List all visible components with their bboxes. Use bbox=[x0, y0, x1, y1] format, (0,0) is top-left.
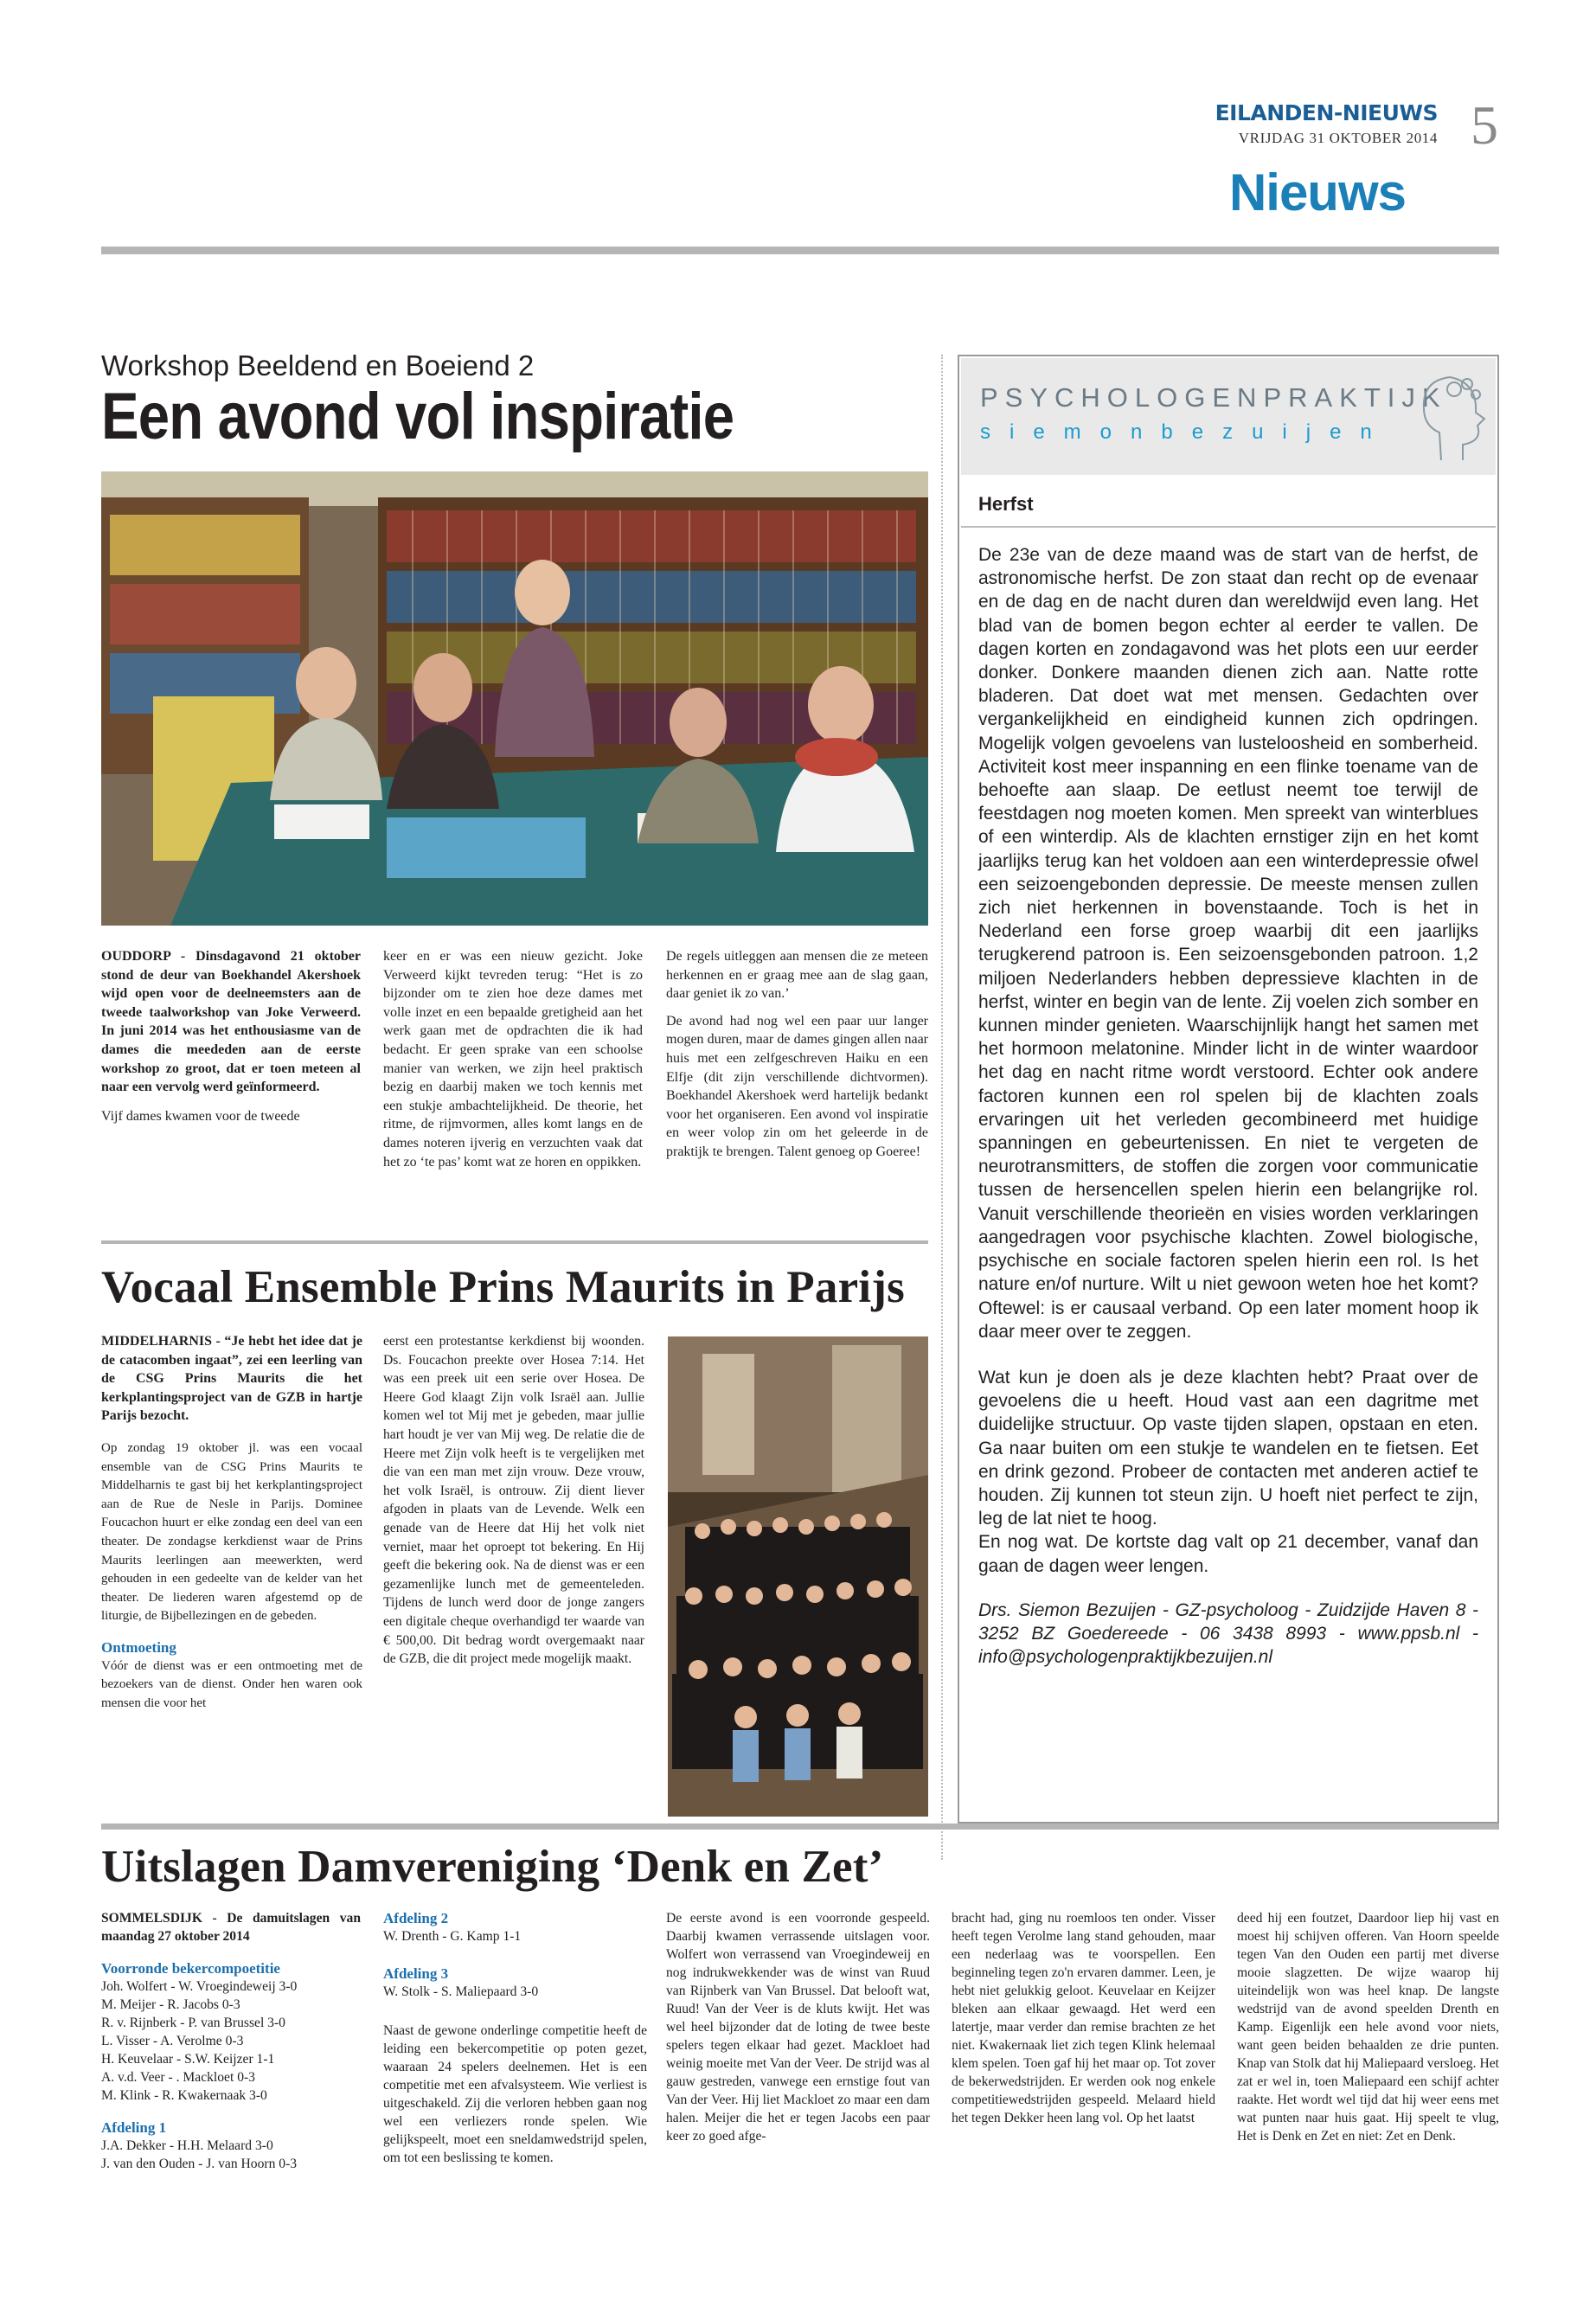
dam-lead: SOMMELSDIJK - De damuitslagen van maandag 27 oktober 2014 bbox=[101, 1911, 361, 1944]
top-divider bbox=[101, 247, 1499, 254]
ad-title-divider bbox=[961, 526, 1496, 528]
dam-body-3: De eerste avond is een voorronde gespeeld. Daarbij kwamen verrassende uitslagen voor. Wolfert won verrassend van Vroegindeweij en nog indrukwekkender was de winst van Ruud van Rijnberk van Van Brussel. Dat belooft wat, Ruud! Van der Veer is de kluts kwijt. Het was wel heel bijzonder dat de loting de twee beste spelers tegen elkaar had gezet. Mackloet had weinig moeite met Van der Veer. De strijd was al gauw gestreden, vanwege een ernstige fout van Van der Veer. Hij liet Mackloet zo maar een dam halen. Meijer die het er tegen Jacobs een paar keer zo goed afge- bbox=[666, 1911, 930, 2144]
article-divider-2 bbox=[101, 1823, 1499, 1830]
dam-headline: Uitslagen Damvereniging ‘Denk en Zet’ bbox=[101, 1842, 884, 1892]
ad-paragraph-3: En nog wat. De kortste dag valt op 21 december, vanaf dan gaan de dagen weer lengen. bbox=[978, 1532, 1478, 1576]
article-kicker: Workshop Beeldend en Boeiend 2 bbox=[101, 349, 535, 381]
ad-banner bbox=[961, 358, 1496, 475]
ad-signature: Drs. Siemon Bezuijen - GZ-psycholoog - Zuidzijde Haven 8 - 3252 BZ Goedereede - 06 3438 8993 - www.ppsb.nl - info@psychologenpraktijkbezuijen.nl bbox=[978, 1599, 1478, 1668]
choir-illustration bbox=[668, 1336, 928, 1817]
dam-result: R. v. Rijnberk - P. van Brussel 3-0 bbox=[101, 2016, 285, 2030]
dam-result: M. Klink - R. Kwakernaak 3-0 bbox=[101, 2088, 267, 2103]
dam-result: H. Keuvelaar - S.W. Keijzer 1-1 bbox=[101, 2052, 275, 2067]
dam-column-1 bbox=[101, 1909, 361, 2173]
column-dotted-divider bbox=[941, 355, 943, 1860]
section-title: Nieuws bbox=[1228, 163, 1406, 221]
ad-title: Herfst bbox=[978, 493, 1034, 515]
article-headline: Een avond vol inspiratie bbox=[101, 380, 734, 453]
ad-paragraph-2: Wat kun je doen als je deze klachten hebt? Praat over de gevoelens die u heeft. Houd vast aan een dagritme met duidelijke structuur. Op vaste tijden slapen, opstaan en eten. Ga naar buiten om een stukje te wandelen en te fietsen. Eet en drink gezond. Probeer de contacten met anderen actief te houden. Zij kunnen tot steun zijn. U hoeft niet perfect te zijn, leg de lat niet te hoog. bbox=[978, 1367, 1478, 1529]
workshop-body-3b: De avond had nog wel een paar uur langer mogen duren, maar de dames gingen allen naar huis met een zelfgeschreven Haiku en een Elfje (dit zijn verschillende dichtvormen). Boekhandel Akershoek werd hartelijk bedankt voor het organiseren. Een avond vol inspiratie en weer volop zin om het geleerde in de praktijk te brengen. Talent genoeg op Goeree! bbox=[666, 1013, 928, 1159]
ensemble-subhead: Ontmoeting bbox=[101, 1638, 176, 1656]
dam-body-5: deed hij een foutzet, Daardoor liep hij vast en moest hij schijven offeren. Van Hoorn speelde tegen Van den Ouden een partij met diverse mooie slagzetten. De wijze waarop hij uiteindelijk won was heel knap. De langste wedstrijd van de avond speelden Drenth en Kamp. Eigenlijk een hele avond voor niets, want geen beiden behaalden ze drie punten. Knap van Stolk dat hij Maliepaard versloeg. Het zat er wel in, toen Maliepaard een schijf achter raakte. Het wordt wel tijd dat hij weer eens met wat punten naar huis gaat. Hij speelt te vlug, Het is Denk en Zet en niet: Zet en Denk. bbox=[1237, 1911, 1499, 2144]
ad-brand-line2: siemonbezuijen bbox=[980, 420, 1391, 444]
workshop-body-1: Vijf dames kwamen voor de tweede bbox=[101, 1108, 300, 1124]
dam-result: M. Meijer - R. Jacobs 0-3 bbox=[101, 1997, 240, 2012]
ensemble-body-1b: Vóór de dienst was er een ontmoeting met de bezoekers van de dienst. Onder hen waren ook mensen die voor het bbox=[101, 1658, 362, 1710]
bookshop-workshop-photo bbox=[101, 471, 928, 926]
ensemble-column-2 bbox=[383, 1332, 644, 1677]
workshop-column-2 bbox=[383, 947, 643, 1180]
dam-afd3-title: Afdeling 3 bbox=[383, 1965, 449, 1982]
dam-result: J.A. Dekker - H.H. Melaard 3-0 bbox=[101, 2138, 273, 2153]
paper-name: EILANDEN-NIEUWS bbox=[1215, 100, 1438, 125]
dam-result: Joh. Wolfert - W. Vroegindeweij 3-0 bbox=[101, 1979, 298, 1994]
workshop-column-3 bbox=[666, 947, 928, 1170]
workshop-column-1 bbox=[101, 947, 361, 1134]
workshop-lead: OUDDORP - Dinsdagavond 21 oktober stond de deur van Boekhandel Akershoek wijd open voor de deelneemsters aan de tweede taalworkshop van Joke Verweerd. In juni 2014 was het enthousiasme van de dames die meededen aan de eerste workshop zo groot, dat er toen meteen al naar een vervolg werd geïnformeerd. bbox=[101, 949, 361, 1095]
dam-result: W. Drenth - G. Kamp 1-1 bbox=[383, 1929, 522, 1944]
workshop-body-2: keer en er was een nieuw gezicht. Joke Verweerd kijkt tevreden terug: “Het is zo bijzonder om te zien hoe deze dames met volle inzet en een bepaalde gretigheid aan het werk gaan met de opdrachten die ik had bedacht. Er geen sprake van een schoolse manier van werken, we zijn heel praktisch bezig en daarbij maken we toch kennis met een stukje ambachtelijkheid. De theorie, het ritme, de rijmvormen, alles komt langs en de dames noteren ijverig en verzuchten vaak dat het zo ‘te pas’ komt wat ze horen en oppikken. bbox=[383, 949, 643, 1170]
dam-afd2-title: Afdeling 2 bbox=[383, 1910, 449, 1926]
photo-illustration bbox=[101, 471, 928, 926]
head-gears-icon bbox=[1415, 365, 1489, 469]
dam-result: L. Visser - A. Verolme 0-3 bbox=[101, 2034, 244, 2048]
dam-body-4: bracht had, ging nu roemloos ten onder. Visser heeft tegen Verolme lang stand gehouden, maar een nederlaag was te voorspellen. Een beginneling tegen zo'n ervaren dammer. Leen, je hebt niet gelukkig geloot. Keuvelaar en Keijzer bleken aan elkaar gewaagd. Het werd een latertje, maar verder dan remise brachten ze het niet. Kwakernaak liet zich tegen Klink helemaal klem spelen. Toen gaf hij het maar op. Tot zover de bekerwedstrijden. Er werden ook nog enkele competitiewedstrijden gespeeld. Melaard hield het tegen Dekker heen lang vol. Op het laatst bbox=[952, 1911, 1215, 2125]
ensemble-headline: Vocaal Ensemble Prins Maurits in Parijs bbox=[101, 1262, 905, 1312]
workshop-body-3a: De regels uitleggen aan mensen die ze meteen herkennen en er graag mee aan de slag gaan, daar geniet ik zo van.’ bbox=[666, 949, 928, 1002]
ensemble-lead: MIDDELHARNIS - “Je hebt het idee dat je de catacomben ingaat”, zei een leerling van de CSG Prins Maurits die het kerkplantingsproject van de GZB in hartje Parijs bezocht. bbox=[101, 1334, 362, 1424]
dam-column-3 bbox=[666, 1909, 930, 2154]
ad-body bbox=[978, 543, 1478, 1691]
ad-brand-line1: PSYCHOLOGENPRAKTIJK bbox=[980, 382, 1447, 413]
dam-result: J. van den Ouden - J. van Hoorn 0-3 bbox=[101, 2157, 298, 2171]
ensemble-body-1: Op zondag 19 oktober jl. was een vocaal ensemble van de CSG Prins Maurits te Middelharnis te gast bij het kerkplantingsproject aan de Rue de Nesle in Parijs. Dominee Foucachon huurt er elke zondag een deel van een theater. De zondagse kerkdienst waar de Prins Maurits leerlingen aan meewerkten, werd gehouden in een gedeelte van de kelder van het theater. De liederen waren afgestemd op de liturgie, de Bijbellezingen en de gebeden. bbox=[101, 1440, 362, 1624]
ensemble-column-1 bbox=[101, 1332, 362, 1721]
page-number: 5 bbox=[1471, 94, 1498, 156]
issue-date: VRIJDAG 31 OKTOBER 2014 bbox=[1238, 130, 1438, 146]
dam-body-2: Naast de gewone onderlinge competitie heeft de leiding een bekercompetitie op poten gezet, waaraan 24 spelers deelnemen. Het is een competitie met een afvalsysteem. Wie verliest is uitgeschakeld. Zij die verloren hebben gaan nog wel een verliezers ronde spelen. Wie gelijkspeelt, moet een sneldamwedstrijd spelen, om tot een beslissing te komen. bbox=[383, 2023, 647, 2165]
dam-result: W. Stolk - S. Maliepaard 3-0 bbox=[383, 1984, 539, 1999]
dam-column-4 bbox=[952, 1909, 1215, 2136]
choir-group-photo bbox=[668, 1336, 928, 1817]
dam-result: A. v.d. Veer - . Mackloet 0-3 bbox=[101, 2070, 255, 2085]
ensemble-body-2: eerst een protestantse kerkdienst bij woonden. Ds. Foucachon preekte over Hosea 7:14. Het was een preek uit een serie over Hosea. De Heere God klaagt Zijn volk Israël aan. Jullie komen wel tot Mij met je gebeden, maar jullie hart houdt je ver van Mij weg. De relatie die de Heere met Zijn volk heeft is te vergelijken met die van een man met zijn vrouw. Deze vrouw, het volk Israël, is ontrouw. Zij dient liever afgoden in plaats van de Levende. Welk een genade van de Heere dat Hij het volk niet verniet, maar het oproept tot bekering. En Hij geeft die bekering ook. Na de dienst was er een gezamenlijke lunch met de gemeenteleden. Tijdens de lunch werd door de jonge zangers een digitale cheque overhandigd ter waarde van € 500,00. Dit bedrag wordt overgemaakt naar de GZB, die dit project mede mogelijk maakt. bbox=[383, 1334, 644, 1667]
dam-voorronde-title: Voorronde bekercompoetitie bbox=[101, 1960, 280, 1977]
dam-afd1-title: Afdeling 1 bbox=[101, 2119, 167, 2136]
dam-column-5 bbox=[1237, 1909, 1499, 2154]
article-divider-1 bbox=[101, 1240, 928, 1244]
ad-paragraph-1: De 23e van de deze maand was de start van de herfst, de astronomische herfst. De zon staat dan recht op de evenaar en de dag en de nacht duren dan wereldwijd even lang. Het blad van de bomen begon echter al eerder te vallen. De dagen korten en zondagavond was het plots een uur eerder donker. Donkere maanden dienen zich aan. Natte rotte bladeren. Dat doet wat met mensen. Gedachten over vergankelijkheid en eindigheid kunnen zich opdringen. Mogelijk volgen gevoelens van lusteloosheid en somberheid. Activiteit kost meer inspanning en een flinke toename van de behoefte aan slaap. De eetlust neemt toe terwijl de feestdagen nog moeten komen. Men spreekt van winterblues of een winterdip. Als de klachten ernstiger zijn en het komt jaarlijks terug kan het voldoen aan een winterdepressie ofwel een seizoengebonden depressie. De meeste mensen zullen zich niet herkennen in bovenstaande. Toch is het in Nederland een forse groep waarbij dit een jaarlijks terugkerend patroon is. Een seizoensgebonden patroon. 1,2 miljoen Nederlanders hebben depressieve klachten in de herfst, winter en begin van de lente. Zij voelen zich somber en kunnen minder genieten. Waarschijnlijk hangt het samen met het hormoon melatonine. Minder licht in de winter waardoor het dag en nacht ritme wordt verstoord. Echter ook andere factoren kunnen een rol spelen bij de klachten zoals ervaringen uit het verleden gecombineerd met huidige spanningen en gebeurtenissen. En niet te vergeten de neurotransmitters, de stoffen die zorgen voor communicatie tussen de hersencellen spelen hierin een belangrijke rol. Vanuit verschillende theorieën en visies worden verklaringen aangedragen voor psychische klachten. Zowel biologische, psychische en sociale factoren spelen hierin een rol. Is het nature en/of nurture. Wilt u niet gewoon weten hoe het komt? Oftewel: is er causaal verband. Op een later moment hoop ik daar meer over te zeggen. bbox=[978, 545, 1478, 1342]
dam-column-2 bbox=[383, 1909, 647, 2176]
